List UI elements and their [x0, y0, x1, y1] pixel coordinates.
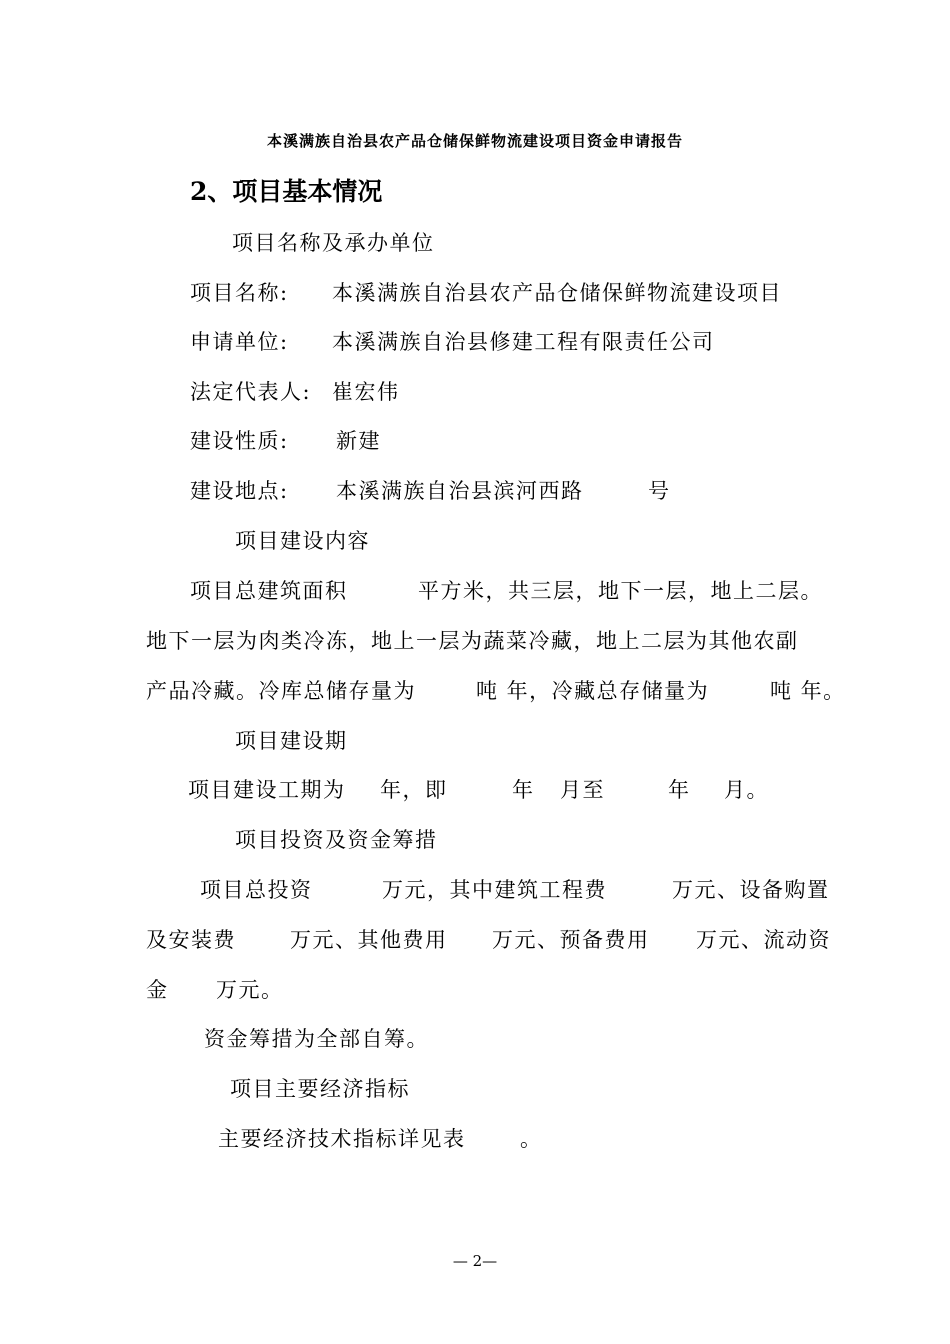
- section-title: 2、项目基本情况: [190, 177, 383, 206]
- investment-text-e: 万元、其他费用: [290, 928, 448, 952]
- location-suffix: 号: [648, 479, 671, 503]
- investment-text-c: 万元、设备购置: [672, 878, 830, 902]
- period-text-f: 月。: [724, 778, 769, 802]
- subheading-indicators: 项目主要经济指标: [230, 1077, 410, 1101]
- period-text-c: 年: [512, 778, 535, 802]
- investment-text-i: 万元。: [216, 978, 284, 1002]
- indicators-text-b: 。: [520, 1127, 543, 1151]
- indicators-text-a: 主要经济技术指标详见表: [218, 1127, 466, 1151]
- investment-text-b: 万元，其中建筑工程费: [382, 878, 607, 902]
- nature-label: 建设性质:: [190, 429, 289, 453]
- running-header: 本溪满族自治县农产品仓储保鲜物流建设项目资金申请报告: [266, 132, 683, 150]
- nature-value: 新建: [336, 429, 381, 453]
- investment-text-g: 万元、流动资: [696, 928, 831, 952]
- location-label: 建设地点:: [190, 479, 289, 503]
- content-text-e: 吨 年。: [770, 679, 846, 703]
- subheading-name-unit: 项目名称及承办单位: [232, 231, 435, 255]
- project-name-value: 本溪满族自治县农产品仓储保鲜物流建设项目: [332, 281, 782, 305]
- period-text-d: 月至: [560, 778, 605, 802]
- content-text-b: 平方米，共三层，地下一层，地上二层。: [418, 579, 823, 603]
- subheading-period: 项目建设期: [235, 729, 348, 753]
- subheading-content: 项目建设内容: [235, 529, 370, 553]
- applicant-label: 申请单位:: [190, 330, 289, 354]
- subheading-investment: 项目投资及资金筹措: [235, 828, 438, 852]
- period-text-e: 年: [668, 778, 691, 802]
- content-text-d: 吨 年，冷藏总存储量为: [476, 679, 710, 703]
- location-value: 本溪满族自治县滨河西路: [336, 479, 584, 503]
- investment-text-f: 万元、预备费用: [492, 928, 650, 952]
- project-name-label: 项目名称:: [190, 281, 289, 305]
- investment-text-d: 及安装费: [146, 928, 236, 952]
- page-number: — 2—: [452, 1252, 498, 1270]
- content-text-a: 项目总建筑面积: [190, 579, 348, 603]
- content-text-c: 产品冷藏。冷库总储存量为: [146, 679, 416, 703]
- period-text-a: 项目建设工期为: [188, 778, 346, 802]
- legal-rep-label: 法定代表人:: [190, 380, 312, 404]
- applicant-value: 本溪满族自治县修建工程有限责任公司: [332, 330, 715, 354]
- funding-text: 资金筹措为全部自筹。: [204, 1027, 429, 1051]
- content-text-line2: 地下一层为肉类冷冻，地上一层为蔬菜冷藏，地上二层为其他农副: [146, 629, 799, 653]
- investment-text-h: 金: [146, 978, 169, 1002]
- period-text-b: 年，即: [380, 778, 448, 802]
- legal-rep-value: 崔宏伟: [332, 380, 400, 404]
- investment-text-a: 项目总投资: [200, 878, 313, 902]
